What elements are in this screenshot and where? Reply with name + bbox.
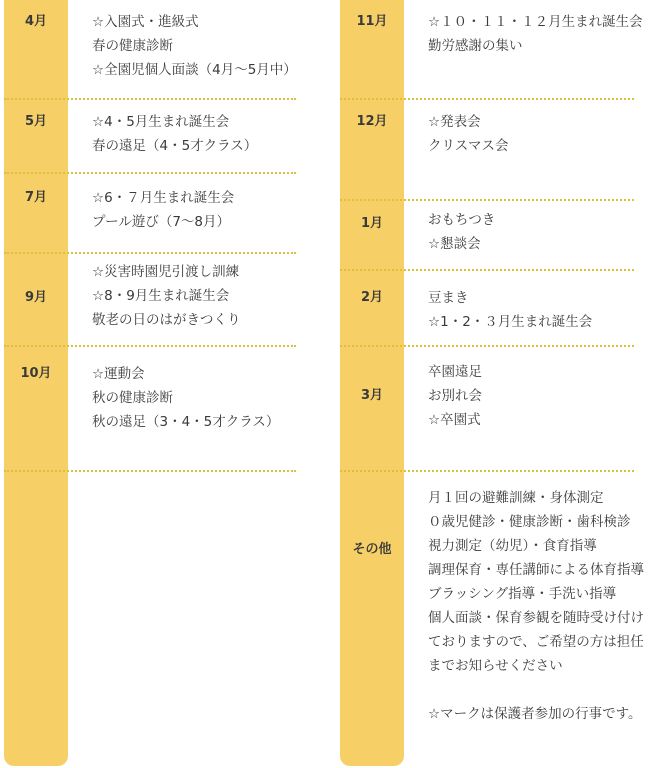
event-list-october — [92, 362, 279, 434]
event-item: ☆8・9月生まれ誕生会 — [92, 288, 230, 304]
event-item: 春の健康診断 — [92, 38, 173, 54]
month-label-march: 3月 — [360, 388, 384, 403]
event-item: までお知らせください — [428, 658, 563, 674]
event-item: プール遊び（7〜8月） — [92, 214, 231, 230]
event-item: ☆全園児個人面談（4月〜5月中） — [92, 62, 297, 78]
month-label-september: 9月 — [24, 290, 48, 305]
month-label-january: 1月 — [360, 216, 384, 231]
row-separator — [340, 98, 634, 100]
event-list-november — [428, 10, 643, 58]
month-label-may: 5月 — [24, 114, 48, 129]
event-item: 個人面談・保育参観を随時受け付け — [428, 610, 644, 626]
event-item: ておりますので、ご希望の方は担任 — [428, 634, 644, 650]
row-separator — [340, 345, 634, 347]
month-label-november: 11月 — [356, 14, 388, 29]
event-item: ☆1・2・３月生まれ誕生会 — [428, 314, 593, 330]
event-list-july — [92, 186, 234, 234]
event-item: 敬老の日のはがきつくり — [92, 312, 241, 328]
event-item: ☆運動会 — [92, 366, 145, 382]
event-list-april — [92, 10, 297, 82]
event-item: クリスマス会 — [428, 138, 509, 154]
event-list-may — [92, 110, 257, 158]
event-list-march — [428, 360, 482, 432]
row-separator — [4, 98, 296, 100]
event-item: ☆卒園式 — [428, 412, 481, 428]
month-label-other: その他 — [352, 542, 392, 557]
event-item: 秋の遠足（3・4・5才クラス） — [92, 414, 280, 430]
event-item: ０歳児健診・健康診断・歯科検診 — [428, 514, 631, 530]
row-separator — [340, 199, 634, 201]
event-item: 卒園遠足 — [428, 364, 482, 380]
month-label-february: 2月 — [360, 290, 384, 305]
row-separator — [4, 252, 296, 254]
event-item — [428, 678, 644, 702]
event-item: ☆１０・１１・１２月生まれ誕生会 — [428, 14, 643, 30]
row-separator — [4, 172, 296, 174]
event-item: お別れ会 — [428, 388, 482, 404]
event-item: 勤労感謝の集い — [428, 38, 523, 54]
row-separator — [4, 470, 296, 472]
event-item: 豆まき — [428, 290, 469, 306]
event-item: ☆4・5月生まれ誕生会 — [92, 114, 230, 130]
event-item: 春の遠足（4・5才クラス） — [92, 138, 258, 154]
event-list-february — [428, 286, 592, 334]
event-item: ☆発表会 — [428, 114, 481, 130]
event-list-other — [428, 486, 644, 726]
event-item: ブラッシング指導・手洗い指導 — [428, 586, 617, 602]
event-list-january — [428, 208, 495, 256]
legend-note: ☆マークは保護者参加の行事です。 — [428, 706, 642, 722]
event-list-december — [428, 110, 508, 158]
event-item: 視力測定（幼児）・食育指導 — [428, 538, 597, 554]
month-label-july: 7月 — [24, 190, 48, 205]
event-item: 月１回の避難訓練・身体測定 — [428, 490, 604, 506]
event-item: ☆入園式・進級式 — [92, 14, 199, 30]
event-item: 秋の健康診断 — [92, 390, 173, 406]
event-item: ☆6・７月生まれ誕生会 — [92, 190, 235, 206]
month-label-april: 4月 — [24, 14, 48, 29]
event-item: おもちつき — [428, 212, 496, 228]
event-item: ☆災害時園児引渡し訓練 — [92, 264, 240, 280]
month-label-october: 10月 — [20, 366, 52, 381]
row-separator — [340, 470, 634, 472]
row-separator — [340, 269, 634, 271]
row-separator — [4, 345, 296, 347]
event-list-september — [92, 260, 241, 332]
event-item: ☆懇談会 — [428, 236, 481, 252]
event-item: 調理保育・専任講師による体育指導 — [428, 562, 644, 578]
month-label-december: 12月 — [356, 114, 388, 129]
